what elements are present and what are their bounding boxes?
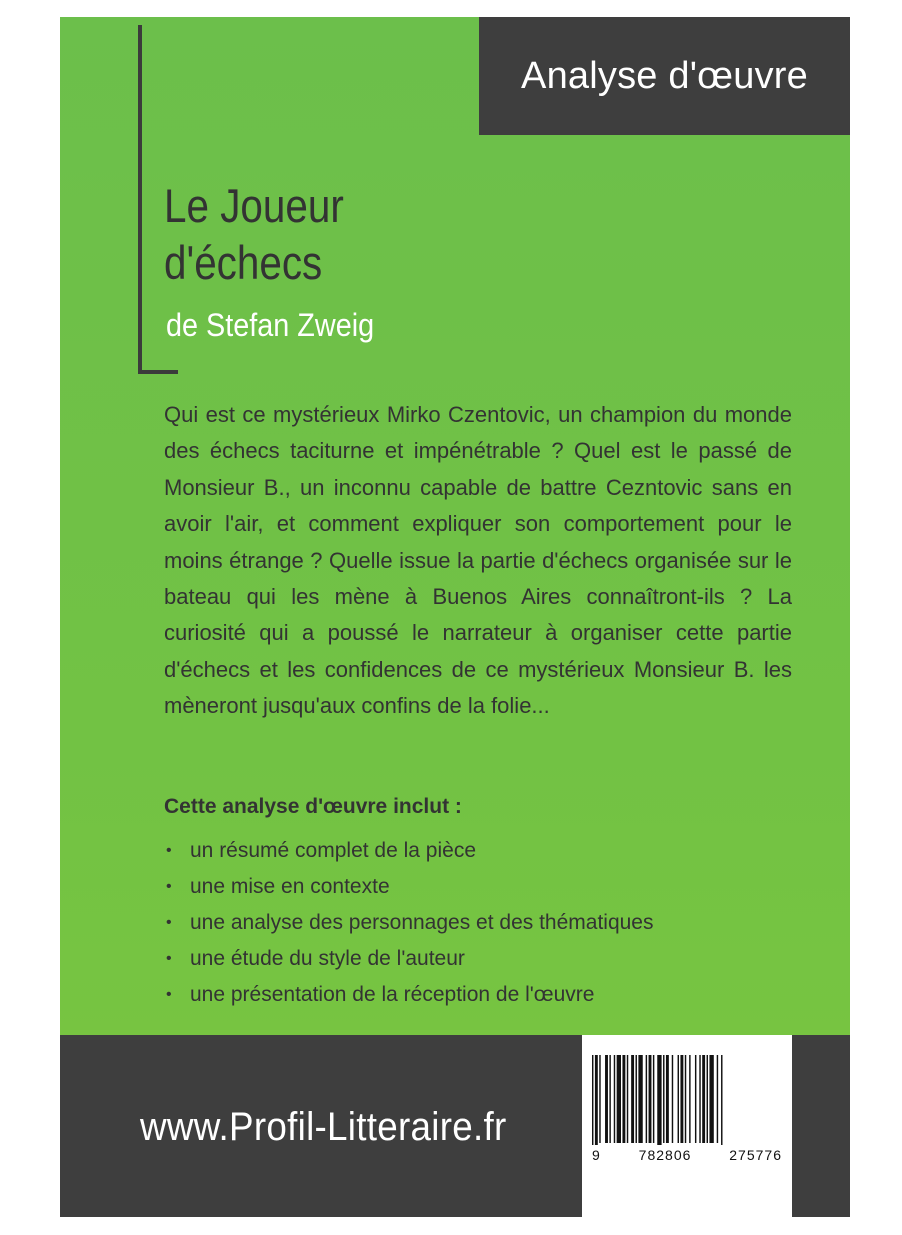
book-title-line-1: Le Joueur — [164, 179, 344, 232]
isbn-group-2: 275776 — [729, 1147, 782, 1163]
isbn-group-1: 782806 — [638, 1147, 692, 1163]
barcode-bar — [680, 1055, 683, 1143]
barcode-bar — [595, 1055, 598, 1145]
book-title-line-2: d'échecs — [164, 236, 323, 289]
footer-band — [60, 1035, 850, 1217]
barcode-bar — [678, 1055, 679, 1143]
barcode-bar — [599, 1055, 600, 1143]
includes-list-item: • une mise en contexte — [164, 869, 654, 905]
barcode-area — [582, 1035, 792, 1217]
barcode-bar — [709, 1055, 713, 1143]
barcode-bar — [689, 1055, 690, 1143]
barcode-bar — [707, 1055, 708, 1143]
barcode-bar — [631, 1055, 634, 1143]
series-tag: Analyse d'œuvre — [479, 17, 850, 135]
back-cover — [60, 17, 850, 1217]
barcode-bar — [702, 1055, 705, 1143]
barcode-bar — [717, 1055, 718, 1143]
barcode-bar — [605, 1055, 608, 1143]
barcode-bar — [609, 1055, 610, 1143]
isbn-prefix: 9 — [592, 1147, 601, 1163]
barcode-bar — [646, 1055, 647, 1143]
barcode-bar — [592, 1055, 593, 1145]
book-title — [164, 177, 344, 291]
barcode-bar — [636, 1055, 637, 1143]
barcode-bar — [622, 1055, 625, 1143]
barcode-bar — [695, 1055, 696, 1143]
barcode-bar — [627, 1055, 628, 1143]
barcode-bar — [657, 1055, 661, 1145]
website-link[interactable]: www.Profil-Litteraire.fr — [140, 1105, 507, 1149]
book-description: Qui est ce mystérieux Mirko Czentovic, un champion du monde des échecs taciturne et impénétrable ? Quel est le passé de Monsieur B., un inconnu capable de battre Cezntovic sans en avoir l'air, et comment expliquer son comportement pour le moins étrange ? Quelle issue la partie d'échecs organisée sur le bateau qui les mène à Buenos Aires connaîtront-ils ? La curiosité qui a poussé le narrateur à organiser cette partie d'échecs et les confidences de ce mystérieux Monsieur B. les mèneront jusqu'aux confins de la folie... — [164, 402, 792, 719]
barcode-bar — [721, 1055, 722, 1145]
includes-list-item: • une présentation de la réception de l'œuvre — [164, 977, 654, 1013]
barcode-bar — [663, 1055, 664, 1143]
barcode-bar — [649, 1055, 652, 1143]
includes-heading: Cette analyse d'œuvre inclut : — [164, 795, 462, 818]
barcode-bar — [653, 1055, 654, 1143]
barcode-bar — [614, 1055, 615, 1143]
includes-list — [164, 833, 654, 1013]
isbn-number — [592, 1147, 782, 1163]
barcode-bar — [685, 1055, 686, 1143]
barcode-bar — [699, 1055, 700, 1143]
barcode-bar — [638, 1055, 642, 1143]
includes-list-item: • une analyse des personnages et des thématiques — [164, 905, 654, 941]
barcode-icon — [592, 1055, 782, 1145]
barcode-bar — [666, 1055, 669, 1143]
includes-list-item: • un résumé complet de la pièce — [164, 833, 654, 869]
barcode-bar — [672, 1055, 673, 1143]
barcode-bar — [617, 1055, 621, 1143]
book-author: de Stefan Zweig — [166, 307, 375, 343]
includes-list-item: • une étude du style de l'auteur — [164, 941, 654, 977]
